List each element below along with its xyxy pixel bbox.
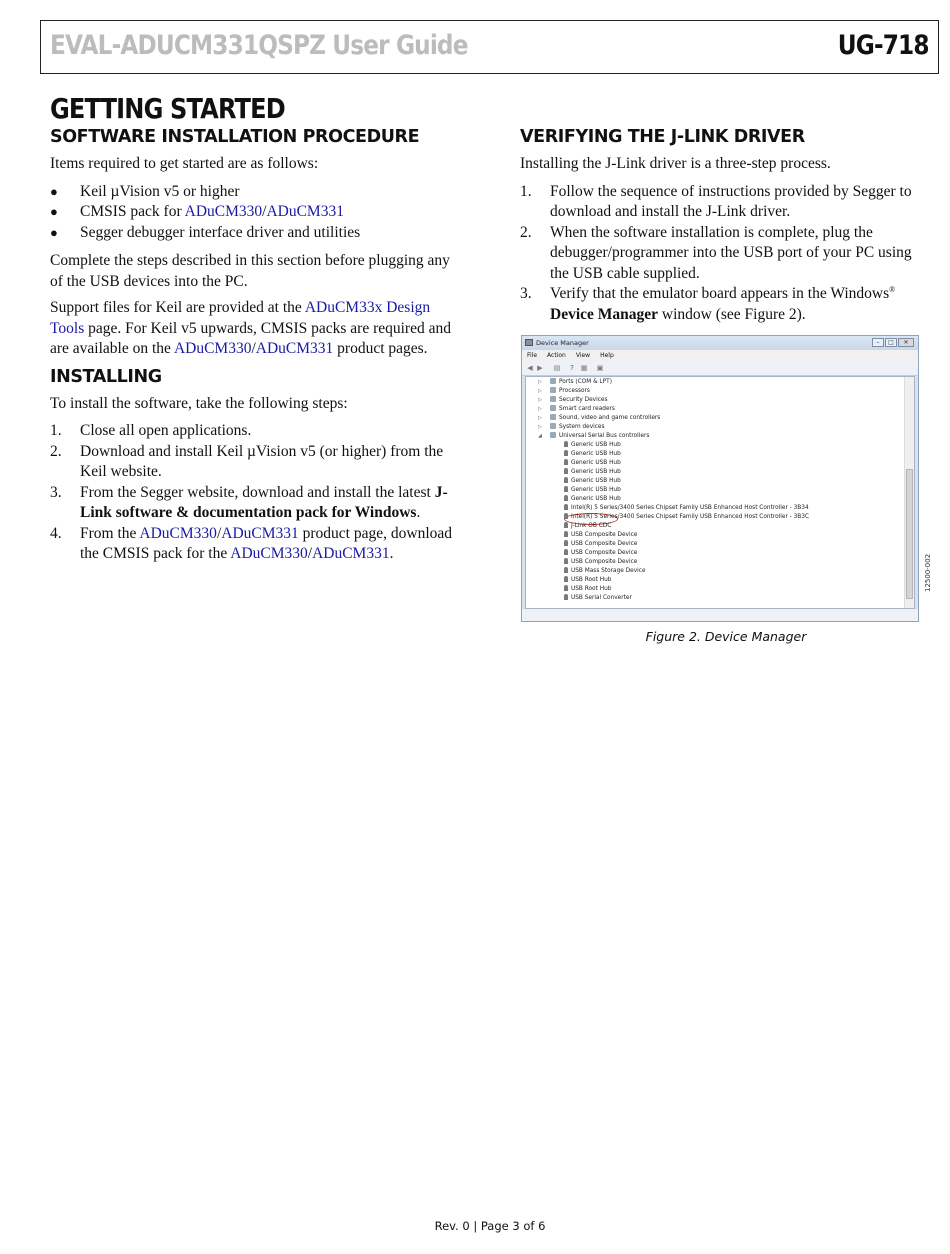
usb-device-icon xyxy=(564,468,568,474)
usb-device-icon xyxy=(564,558,568,564)
link-aducm330[interactable]: ADuCM330 xyxy=(173,340,252,357)
link-aducm331[interactable]: ADuCM331 xyxy=(312,545,390,562)
tree-item[interactable]: ▷ Sound, video and game controllers xyxy=(538,415,661,421)
collapsed-arrow-icon[interactable]: ▷ xyxy=(538,406,542,412)
tree-item[interactable]: Generic USB Hub xyxy=(564,486,621,495)
properties-icon[interactable]: ▤ xyxy=(553,364,561,372)
page-header xyxy=(40,20,939,74)
help-icon[interactable]: ? xyxy=(570,364,574,372)
menu-help[interactable]: Help xyxy=(600,352,614,359)
tree-item[interactable]: ▷ Ports (COM & LPT) xyxy=(538,379,612,385)
usb-device-icon xyxy=(564,513,568,519)
link-aducm331[interactable]: ADuCM331 xyxy=(255,340,334,357)
tree-item[interactable]: USB Composite Device xyxy=(564,540,637,549)
device-tree[interactable] xyxy=(525,376,915,609)
usb-device-icon xyxy=(564,486,568,492)
usb-device-icon xyxy=(564,576,568,582)
list-item: 3. From the Segger website, download and install the latest J-Link software & documentation pack for Windows. xyxy=(50,483,448,521)
figure-caption: Figure 2. Device Manager xyxy=(645,629,807,644)
link-aducm331[interactable]: ADuCM331 xyxy=(266,203,344,220)
device-manager-toolbar xyxy=(522,361,918,376)
back-arrow-icon[interactable]: ◀ xyxy=(527,364,533,372)
tree-item[interactable]: USB Root Hub xyxy=(564,576,611,585)
tree-item[interactable]: Generic USB Hub xyxy=(564,450,621,459)
tree-item[interactable]: ▷ Security Devices xyxy=(538,397,608,403)
device-manager-icon xyxy=(525,339,533,346)
usb-device-icon xyxy=(564,531,568,537)
verify-steps xyxy=(520,182,930,326)
menu-action[interactable]: Action xyxy=(547,352,566,359)
installing-intro: To install the software, take the following steps: xyxy=(50,394,348,412)
page-footer: Rev. 0 | Page 3 of 6 xyxy=(434,1219,546,1233)
usb-device-icon xyxy=(564,450,568,456)
tree-item[interactable]: USB Root Hub xyxy=(564,585,611,594)
device-manager-screenshot xyxy=(521,335,919,622)
heading-software-installation: SOFTWARE INSTALLATION PROCEDURE xyxy=(50,127,420,147)
usb-device-icon xyxy=(564,567,568,573)
menu-view[interactable]: View xyxy=(575,352,591,359)
installing-steps xyxy=(50,421,462,565)
device-category-icon xyxy=(550,414,556,420)
device-category-icon xyxy=(550,396,556,402)
document-title: EVAL-ADUCM331QSPZ User Guide xyxy=(50,30,468,61)
usb-device-icon xyxy=(564,594,568,600)
tree-item[interactable]: Generic USB Hub xyxy=(564,468,621,477)
device-manager-titlebar: Device Manager – □ ✕ xyxy=(522,336,918,350)
usb-device-icon xyxy=(564,504,568,510)
list-item: 4. From the ADuCM330/ADuCM331 product page, download the CMSIS pack for the ADuCM330/ADuCM331. xyxy=(50,524,453,562)
bullet-icon: ● xyxy=(50,204,58,219)
device-category-icon xyxy=(550,378,556,384)
tree-item[interactable]: ▷ Processors xyxy=(538,388,590,394)
usb-device-icon xyxy=(564,549,568,555)
device-category-icon xyxy=(550,405,556,411)
link-aducm330[interactable]: ADuCM330 xyxy=(230,545,308,562)
collapsed-arrow-icon[interactable]: ▷ xyxy=(538,379,542,385)
expanded-arrow-icon[interactable]: ◢ xyxy=(538,433,542,439)
paragraph-before-plugging: Complete the steps described in this section before plugging any of the USB devices into the PC. xyxy=(50,252,450,290)
link-design-tools[interactable]: ADuCM33x Design Tools xyxy=(50,299,431,337)
usb-device-icon xyxy=(564,522,568,528)
usb-device-icon xyxy=(564,459,568,465)
usb-device-icon xyxy=(564,441,568,447)
scroll-thumb[interactable] xyxy=(906,469,913,599)
section-title: GETTING STARTED xyxy=(50,92,285,125)
scrollbar[interactable] xyxy=(904,377,914,608)
minimize-icon[interactable]: – xyxy=(872,338,884,347)
tree-item[interactable]: Intel(R) 5 Series/3400 Series Chipset Family USB Enhanced Host Controller - 3B3C xyxy=(564,513,809,522)
forward-arrow-icon[interactable]: ▶ xyxy=(537,364,543,372)
list-item: 1. Follow the sequence of instructions provided by Segger to download and install the J-Link driver. xyxy=(520,182,912,220)
list-item: ● CMSIS pack for ADuCM330/ADuCM331 xyxy=(50,202,462,223)
menu-file[interactable]: File xyxy=(527,352,538,359)
collapsed-arrow-icon[interactable]: ▷ xyxy=(538,388,542,394)
tree-item[interactable]: Intel(R) 5 Series/3400 Series Chipset Family USB Enhanced Host Controller - 3B34 xyxy=(564,504,809,513)
tree-item[interactable]: USB Mass Storage Device xyxy=(564,567,646,576)
tree-item[interactable]: USB Composite Device xyxy=(564,531,637,540)
device-category-icon xyxy=(550,432,556,438)
right-column xyxy=(520,126,930,325)
tree-item[interactable]: Generic USB Hub xyxy=(564,495,621,504)
link-aducm330[interactable]: ADuCM330 xyxy=(139,524,217,542)
list-item: 2. Download and install Keil µVision v5 (or higher) from the Keil website. xyxy=(50,442,444,480)
verify-intro: Installing the J-Link driver is a three-step process. xyxy=(520,155,831,172)
link-aducm330[interactable]: ADuCM330 xyxy=(184,203,263,220)
usb-device-icon xyxy=(564,495,568,501)
list-item: ● Segger debugger interface driver and utilities xyxy=(50,223,462,244)
paragraph-support-files: Support files for Keil are provided at the ADuCM33x Design Tools page. For Keil v5 upwards, CMSIS packs are required and are available on the ADuCM330/ADuCM331 product pages. xyxy=(50,299,451,357)
usb-device-icon xyxy=(564,585,568,591)
close-icon[interactable]: ✕ xyxy=(898,338,914,347)
collapsed-arrow-icon[interactable]: ▷ xyxy=(538,415,542,421)
tree-item[interactable]: Generic USB Hub xyxy=(564,477,621,486)
scan-icon[interactable]: ▦ xyxy=(580,364,588,372)
left-column xyxy=(50,126,462,565)
list-item: ● Keil µVision v5 or higher xyxy=(50,182,462,203)
status-bar xyxy=(522,609,918,621)
collapsed-arrow-icon[interactable]: ▷ xyxy=(538,424,542,430)
heading-installing: INSTALLING xyxy=(50,366,162,387)
tree-item[interactable]: ▷ System devices xyxy=(538,424,605,430)
tree-item[interactable]: ◢ Universal Serial Bus controllers xyxy=(538,433,650,439)
tree-item[interactable]: USB Composite Device xyxy=(564,558,637,567)
document-code: UG-718 xyxy=(838,30,929,61)
items-intro: Items required to get started are as follows: xyxy=(50,155,319,172)
bullet-icon: ● xyxy=(50,183,58,199)
heading-verifying-jlink: VERIFYING THE J-LINK DRIVER xyxy=(520,127,805,147)
monitor-icon[interactable]: ▣ xyxy=(596,364,604,372)
usb-device-icon xyxy=(564,477,568,483)
bullet-icon: ● xyxy=(50,224,58,240)
device-category-icon xyxy=(550,387,556,393)
tree-item[interactable]: USB Serial Converter xyxy=(564,594,632,603)
figure-id: 12500-002 xyxy=(924,553,932,592)
collapsed-arrow-icon[interactable]: ▷ xyxy=(538,397,542,403)
list-item: 3. Verify that the emulator board appears in the Windows® Device Manager window (see Figure 2). xyxy=(520,284,896,323)
tree-item[interactable]: J-Link OB CDC xyxy=(564,522,611,531)
list-item: 1. Close all open applications. xyxy=(50,422,252,439)
tree-item[interactable]: Generic USB Hub xyxy=(564,459,621,468)
usb-device-icon xyxy=(564,540,568,546)
device-manager-menubar xyxy=(522,350,918,361)
maximize-icon[interactable]: □ xyxy=(885,338,897,347)
requirements-list xyxy=(50,182,462,244)
tree-item[interactable]: ▷ Smart card readers xyxy=(538,406,615,412)
list-item: 2. When the software installation is complete, plug the debugger/programmer into the USB port of your PC using the USB cable supplied. xyxy=(520,223,912,282)
device-category-icon xyxy=(550,423,556,429)
link-aducm331[interactable]: ADuCM331 xyxy=(221,524,299,542)
tree-item[interactable]: Generic USB Hub xyxy=(564,441,621,450)
tree-item[interactable]: USB Composite Device xyxy=(564,549,637,558)
